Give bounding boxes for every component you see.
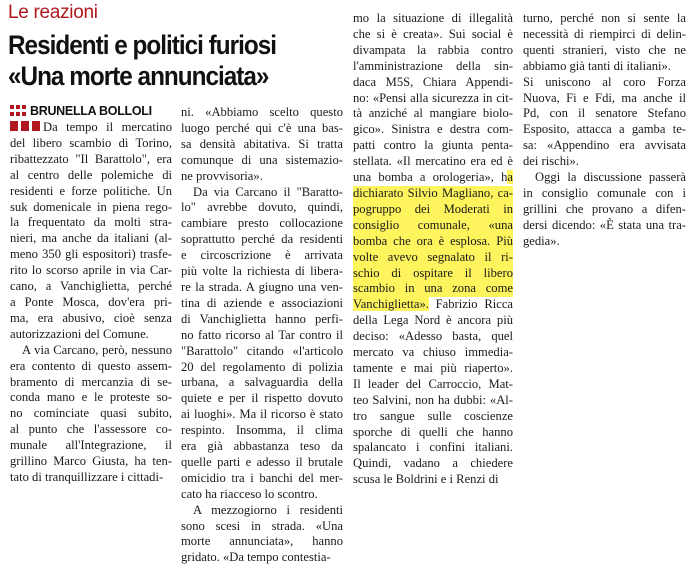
text-line: era già abbastanza teso da	[181, 439, 343, 454]
text-line: morte annunciata», hanno	[181, 534, 343, 549]
text-line: ni. «Abbiamo scelto questo	[181, 105, 343, 119]
text-line: a Ponte Mosca, dov'era pri-	[10, 294, 172, 309]
text-line: della Lega Nord è ancora più	[353, 313, 513, 328]
text-line: scusa le Boldrini e i Renzi di	[353, 472, 499, 487]
text-line: Nuova, Fi e Fdi, ma anche il	[523, 90, 686, 105]
text-line: lo" avrebbe dovuto, quindi,	[181, 200, 343, 215]
text-line: dei rischi».	[523, 154, 579, 169]
text-line: suk domenicale in piena rego-	[10, 199, 172, 214]
text-fragment: una bomba a orologeria», h	[353, 170, 508, 185]
text-line: A via Carcano, però, nessuno	[22, 342, 172, 357]
text-line: deciso: «Adesso basta, quel	[353, 329, 513, 344]
text-line: ai luoghi». Ma il ricorso è stato	[181, 407, 343, 422]
text-line: dersi dicendo: «È stata una tra-	[523, 217, 686, 232]
text-line	[353, 170, 513, 186]
text-line: ne provvisoria».	[181, 168, 263, 183]
column-2	[181, 105, 343, 566]
text-line: sa: «Appendino era avvisata	[523, 138, 686, 153]
text-line: volte avevo segnalato il ri-	[353, 249, 513, 264]
text-line: nieri, ma anche da italiani (al-	[10, 231, 172, 246]
text-line: tà anziché al mangiare biolo-	[353, 106, 513, 121]
text-line: comunque di una sistemazio-	[181, 152, 343, 167]
text-line: del libero scambio di Torino,	[10, 135, 172, 150]
text-line: urbana, a salvaguardia della	[181, 375, 343, 390]
text-line: grillino Marco Giusta, ha ten-	[10, 454, 172, 469]
text-line: divampata la rabbia contro	[353, 42, 513, 57]
text-line: scambio in una zona come	[353, 281, 513, 296]
text-line: respinto. Insomma, il clima	[181, 423, 343, 438]
headline-line-2: «Una morte annunciata»	[8, 61, 269, 91]
text-line: tro sangue sulle coscienze	[353, 408, 513, 423]
highlighted-quote: a	[507, 170, 513, 185]
text-line: residenti e forze politiche. Un	[10, 183, 172, 198]
text-line: autorizzazioni del Comune.	[10, 326, 149, 341]
text-line: gico». Sinistra e destra com-	[353, 122, 513, 137]
text-line: sa densità abitativa. Si tratta	[181, 136, 343, 151]
text-line: ribattezzato "Il Barattolo", era	[10, 151, 172, 166]
text-line: quiete e per il rispetto dovuto	[181, 391, 343, 406]
text-line: ma, era abusivo, cioè senza	[10, 310, 172, 325]
text-line: Esposito, attacca a gamba te-	[523, 122, 686, 137]
text-line: quenti stranieri, visto che ne	[523, 42, 686, 57]
text-line: stellata. «Il mercatino era ed è	[353, 154, 513, 169]
text-line: abbiamo già tanti di italiani».	[523, 58, 671, 73]
text-line: consiglio comunale, «una	[353, 217, 513, 232]
text-line: teo Salvini, non ha dubbi: «Al-	[353, 392, 513, 407]
text-line: Si uniscono al coro Forza	[523, 74, 686, 89]
text-line: soprattutto perché da residenti	[181, 232, 343, 247]
text-line: e circoscrizione è arrivata	[181, 248, 343, 263]
column-3	[353, 11, 513, 488]
section-kicker: Le reazioni	[8, 2, 98, 23]
text-line: in consiglio comunale con i	[523, 185, 686, 200]
column-1	[10, 120, 172, 486]
text-line: che si è creata». Sui social è	[353, 26, 513, 41]
text-line: no cominciate quasi subito,	[10, 406, 172, 421]
text-line: al punto che l'assessore co-	[10, 422, 172, 437]
byline	[10, 104, 152, 118]
text-line: 20 del regolamento di polizia	[181, 359, 343, 374]
headline-line-1: Residenti e politici furiosi	[8, 30, 276, 60]
text-line: no: «Pensi alla sicurezza in cit-	[353, 90, 513, 105]
text-line: no fatto ricorso al Tar contro il	[181, 327, 343, 342]
text-line: cambiare presto collocazione	[181, 216, 343, 231]
text-line: Oggi la discussione passerà	[535, 170, 686, 185]
text-line: re la strada. A giugno una ven-	[181, 279, 343, 294]
text-line: sporche di quelli che hanno	[353, 424, 513, 439]
text-line: tina di aziende e associazioni	[181, 295, 343, 310]
text-line: spalancato i confini italiani.	[353, 440, 513, 455]
text-line: sono scesi in strada. «Una	[181, 518, 343, 533]
column-4	[523, 11, 686, 250]
text-line: di Vanchiglietta hanno perfi-	[181, 311, 343, 326]
text-line: mercato va chiuso immedia-	[353, 345, 513, 360]
text-line: bramento di mercanzia di se-	[10, 374, 172, 389]
text-line: dichiarato Silvio Magliano, ca-	[353, 185, 513, 200]
text-line: più volte la richiesta di libera-	[181, 264, 343, 279]
text-line: omicidio tra i banchi del mer-	[181, 470, 343, 485]
text-fragment: Fabrizio Ricca	[428, 297, 513, 312]
headline	[8, 30, 310, 92]
text-line: al centro delle polemiche di	[10, 167, 172, 182]
text-line: gridato. «Da tempo contestia-	[181, 550, 331, 565]
text-line: gedia».	[523, 233, 560, 248]
paragraph-squares-icon	[10, 121, 40, 131]
text-line: cato ha riacceso lo scontro.	[181, 486, 318, 501]
text-line: bomba che ora è esplosa. Più	[353, 233, 513, 248]
text-line: conda mano e le proteste so-	[10, 390, 172, 405]
text-line: turno, perché non si sente la	[523, 11, 686, 25]
text-line: rito lo scorso aprile in via Car-	[10, 263, 172, 278]
text-line: A mezzogiorno i residenti	[193, 502, 343, 517]
text-line: daca M5S, Chiara Appendi-	[353, 74, 513, 89]
byline-author: BRUNELLA BOLLOLI	[30, 104, 152, 118]
text-line: grillini che provano a difen-	[523, 201, 686, 216]
byline-squares-icon	[10, 105, 26, 116]
text-line: cano, a Vanchiglietta, perché	[10, 279, 172, 294]
text-line: schio di ospitare il libero	[353, 265, 513, 280]
text-line: patti contro la giunta penta-	[353, 138, 513, 153]
text-line-content: Da tempo il mercatino	[43, 120, 172, 134]
text-line	[353, 297, 513, 313]
text-line: munale all'Integrazione, il	[10, 438, 172, 453]
text-line: luogo perché qui c'è una bas-	[181, 120, 343, 135]
text-line: meno 350 gli espositori) trasfe-	[10, 247, 172, 262]
text-line: tato di tranquillizzare i cittadi-	[10, 469, 164, 484]
text-line: Il leader del Carroccio, Mat-	[353, 376, 513, 391]
text-line: pogruppo dei Moderati in	[353, 201, 513, 216]
text-line: Quindi, vadano a chiedere	[353, 456, 513, 471]
text-line: Da via Carcano il "Baratto-	[193, 184, 343, 199]
text-line: era contento di questo assem-	[10, 358, 172, 373]
text-line: mo la situazione di illegalità	[353, 11, 513, 25]
text-line: tamente e mai più riaperto».	[353, 360, 513, 375]
text-line: quelle parti e adesso il brutale	[181, 454, 343, 469]
highlighted-quote: Vanchiglietta».	[353, 297, 429, 312]
text-line: "Barattolo" citando «l'articolo	[181, 343, 343, 358]
text-line: la frequentato da molti stra-	[10, 215, 172, 230]
text-line: Pd, con il senatore Stefano	[523, 106, 686, 121]
text-line	[10, 120, 172, 136]
text-line: l'amministrazione della sin-	[353, 58, 513, 73]
text-line: necessità di riempirci di delin-	[523, 26, 686, 41]
